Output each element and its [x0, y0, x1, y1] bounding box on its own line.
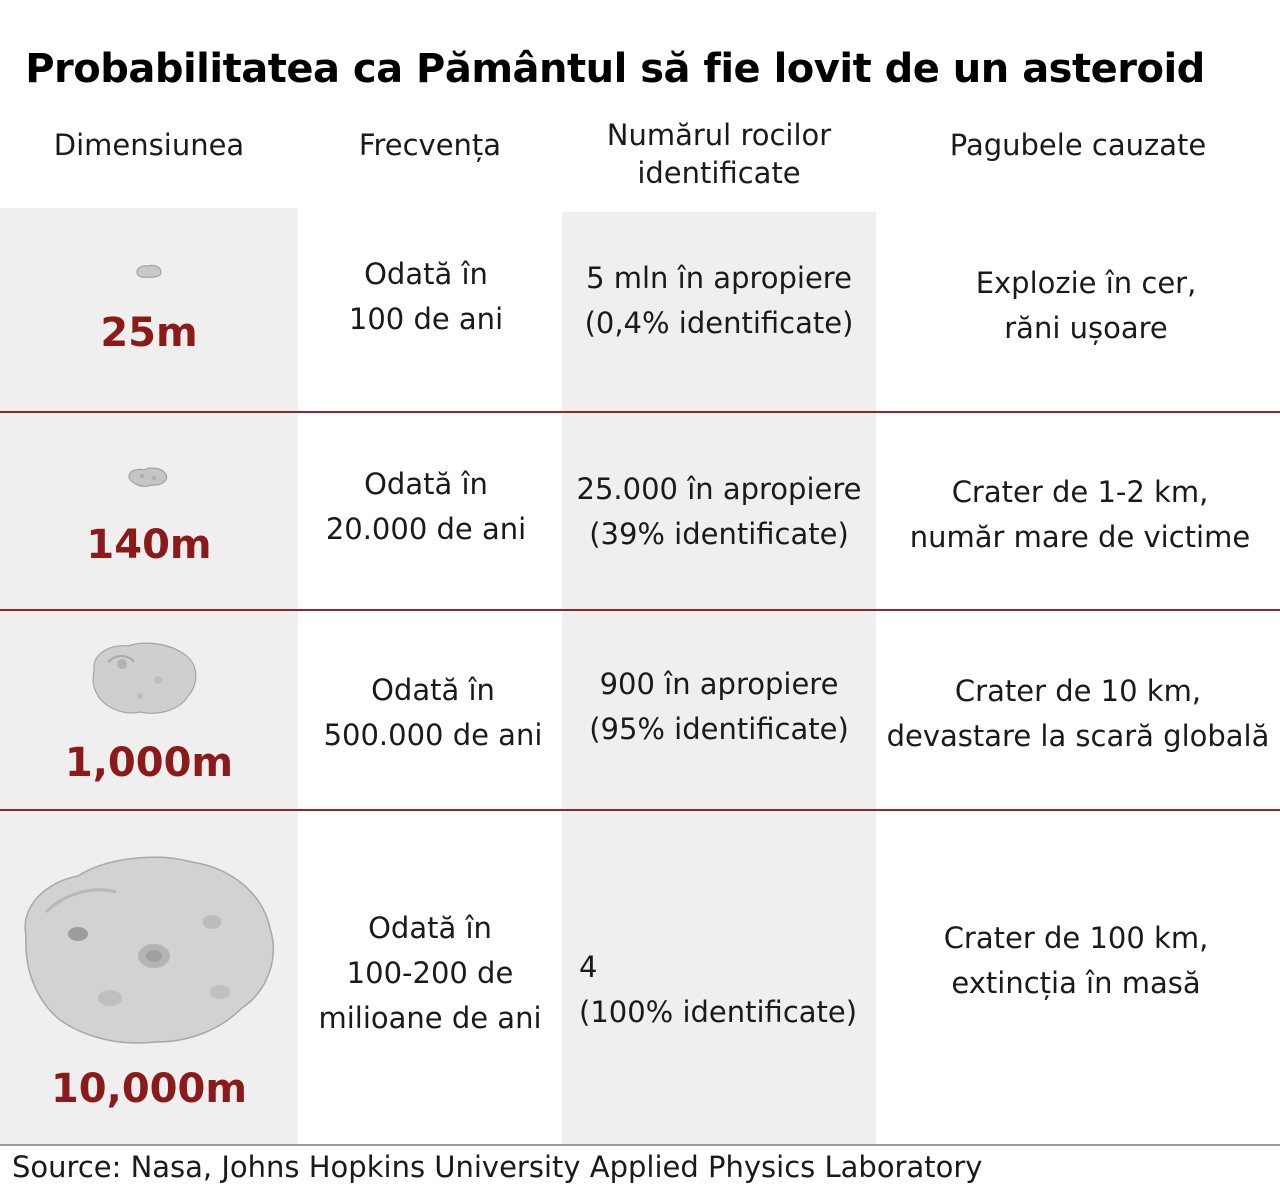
- count-line: (39% identificate): [589, 517, 849, 551]
- size-label-140m: 140m: [86, 522, 212, 568]
- table-bottom-rule: [0, 1144, 1280, 1146]
- damage-line: răni ușoare: [1004, 311, 1168, 345]
- damage-line: Crater de 1-2 km,: [951, 475, 1209, 509]
- source-note: Source: Nasa, Johns Hopkins University Applied Physics Laboratory: [12, 1150, 983, 1184]
- count-line: (95% identificate): [589, 712, 849, 746]
- header-count-line-1: Numărul rocilor: [606, 118, 832, 152]
- asteroid-1000m-icon: [88, 640, 202, 718]
- size-label-10000m: 10,000m: [50, 1066, 248, 1112]
- damage-line: devastare la scară globală: [886, 719, 1270, 753]
- frequency-cell-25m: [298, 252, 554, 342]
- asteroid-10000m-icon: [16, 852, 280, 1048]
- count-cell-1000m: [562, 662, 876, 752]
- frequency-line: Odată în: [364, 467, 488, 501]
- frequency-cell-1000m: [298, 668, 568, 758]
- damage-line: Crater de 10 km,: [954, 674, 1202, 708]
- row-separator-3: [0, 809, 1280, 811]
- damage-cell-10000m: [876, 916, 1276, 1006]
- count-line: 4: [579, 950, 598, 984]
- frequency-cell-10000m: [298, 906, 562, 1041]
- frequency-line: Odată în: [364, 257, 488, 291]
- header-count-line-2: identificate: [637, 156, 801, 190]
- damage-line: număr mare de victime: [909, 520, 1251, 554]
- count-cell-10000m: [579, 945, 869, 1035]
- header-count: [562, 116, 876, 192]
- frequency-line: Odată în: [368, 911, 492, 945]
- damage-cell-140m: [880, 470, 1280, 560]
- count-cell-140m: [562, 467, 876, 557]
- frequency-line: 100-200 de: [346, 956, 514, 990]
- header-damage: [876, 126, 1280, 164]
- asteroid-140m-icon: [126, 464, 170, 490]
- count-line: 25.000 în apropiere: [576, 472, 862, 506]
- row-separator-2: [0, 609, 1280, 611]
- frequency-line: milioane de ani: [318, 1001, 542, 1035]
- frequency-line: 100 de ani: [348, 302, 504, 336]
- header-damage-line: Pagubele cauzate: [949, 128, 1207, 162]
- header-frequency: [298, 126, 562, 164]
- size-label-1000m: 1,000m: [64, 740, 234, 786]
- count-line: 5 mln în apropiere: [586, 261, 852, 295]
- header-frequency-line: Frecvența: [358, 128, 502, 162]
- frequency-line: Odată în: [371, 673, 495, 707]
- frequency-line: 20.000 de ani: [325, 512, 527, 546]
- frequency-cell-140m: [298, 462, 554, 552]
- header-size-line: Dimensiunea: [53, 128, 245, 162]
- damage-line: Explozie în cer,: [975, 266, 1197, 300]
- count-line: (0,4% identificate): [584, 306, 854, 340]
- asteroid-25m-icon: [134, 262, 164, 280]
- damage-cell-1000m: [876, 669, 1280, 759]
- header-size: [0, 126, 298, 164]
- damage-line: Crater de 100 km,: [943, 921, 1209, 955]
- count-line: 900 în apropiere: [599, 667, 839, 701]
- frequency-line: 500.000 de ani: [323, 718, 543, 752]
- count-cell-25m: [562, 256, 876, 346]
- damage-line: extincția în masă: [951, 966, 1201, 1000]
- size-label-25m: 25m: [100, 310, 198, 356]
- count-line: (100% identificate): [579, 995, 858, 1029]
- damage-cell-25m: [884, 261, 1280, 351]
- page-title: Probabilitatea ca Pământul să fie lovit de un asteroid: [25, 46, 1205, 92]
- row-separator-1: [0, 411, 1280, 413]
